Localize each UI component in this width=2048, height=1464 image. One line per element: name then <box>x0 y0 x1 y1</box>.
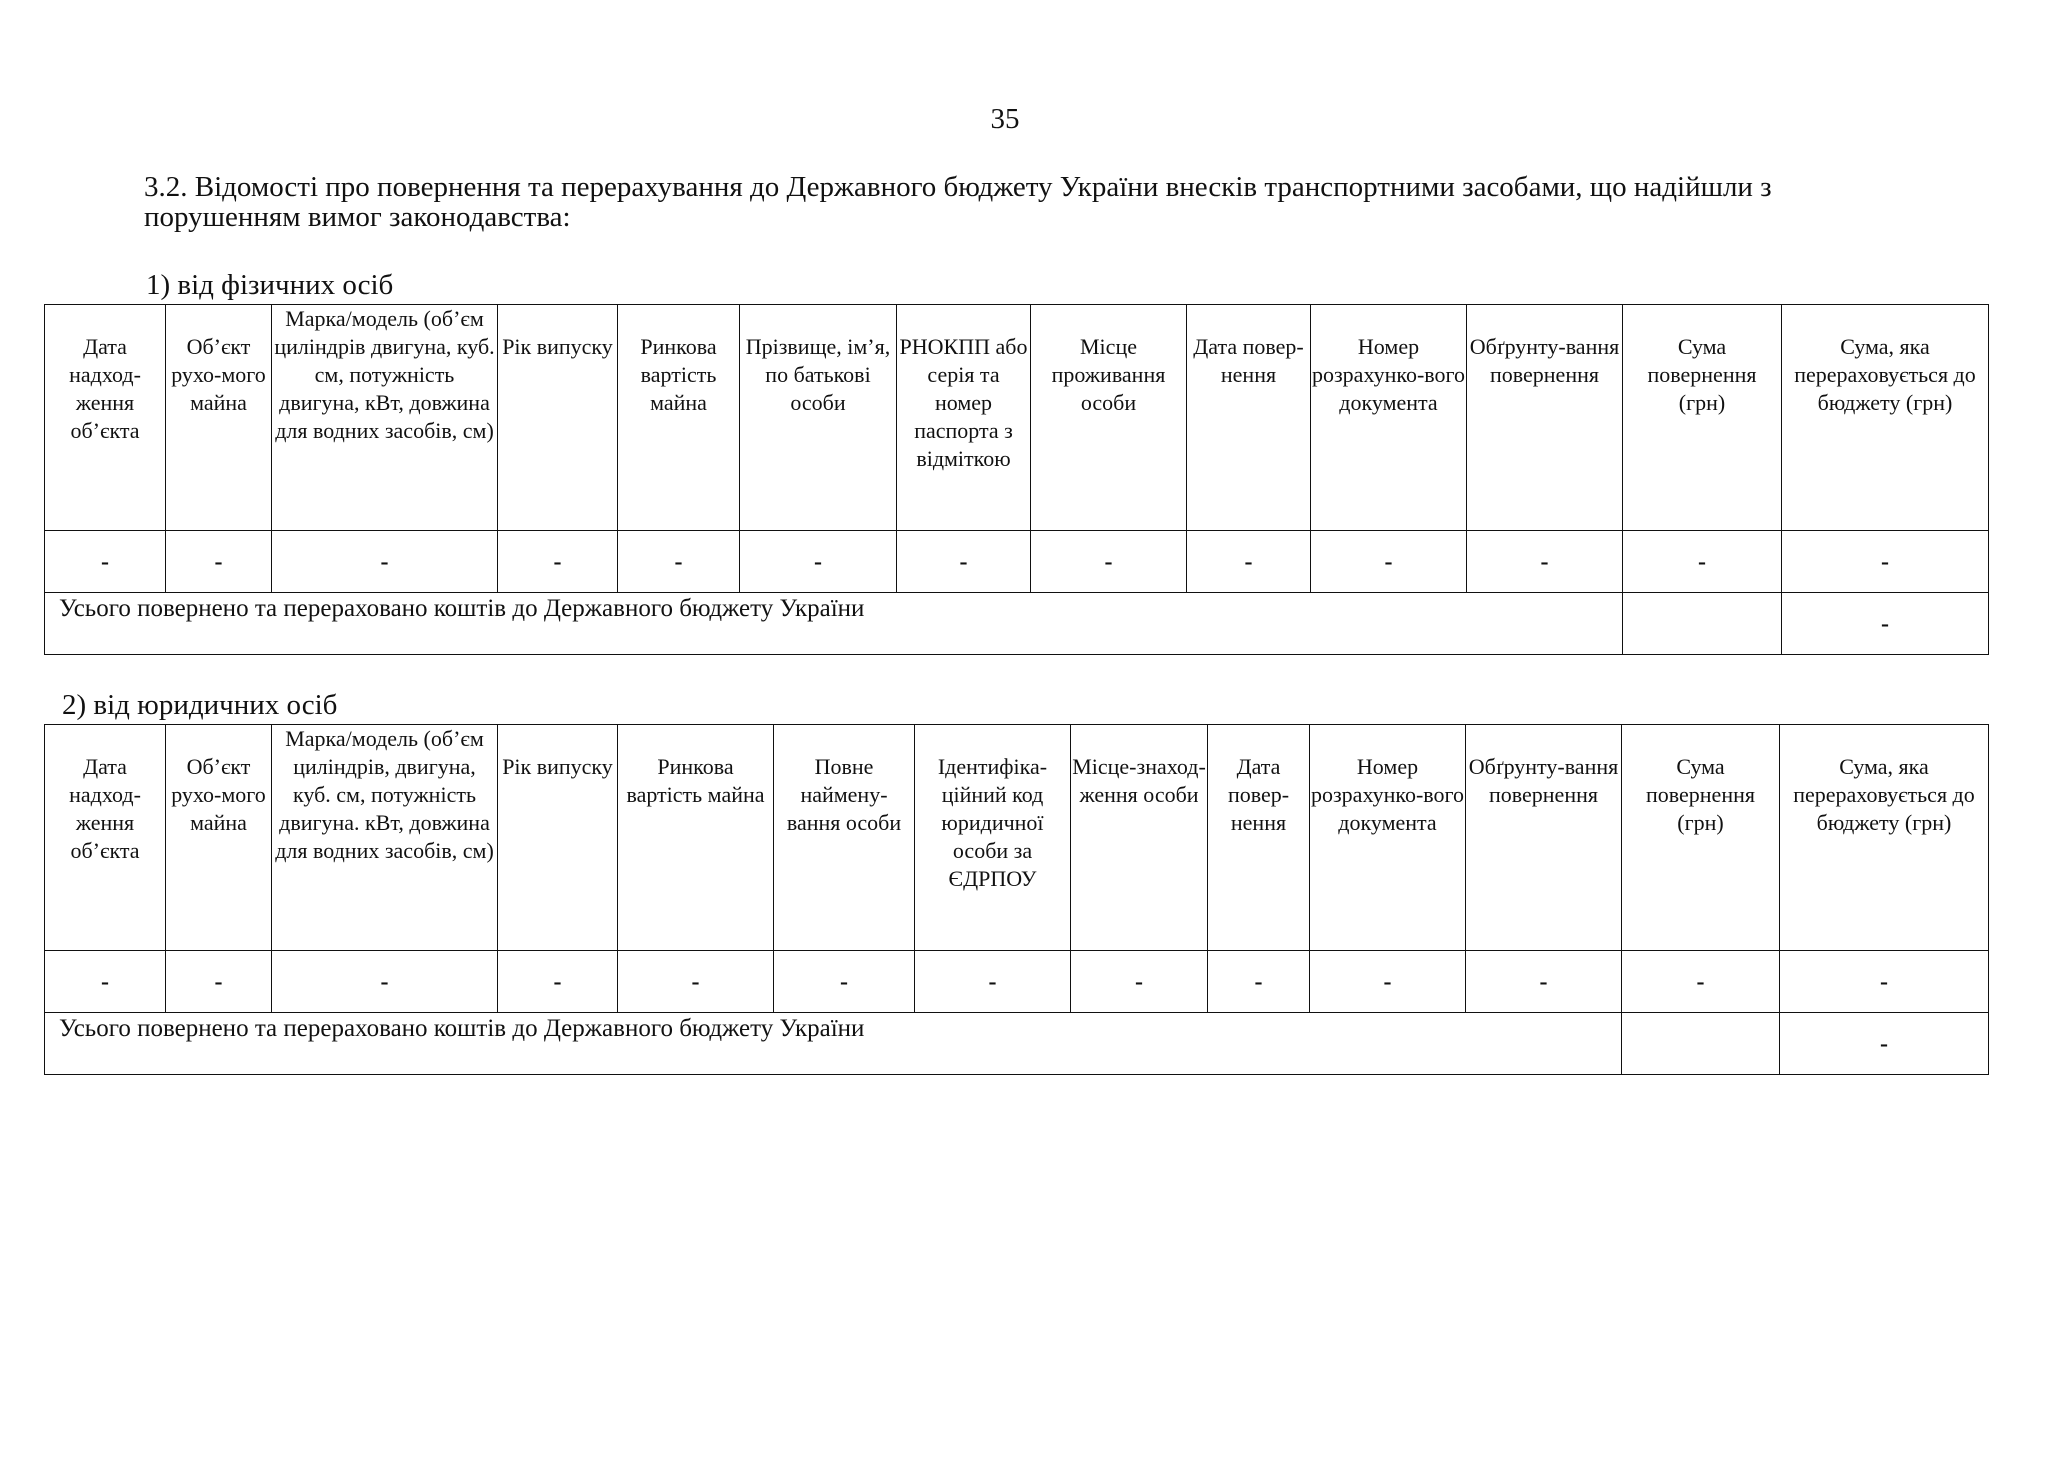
header-cell: Обґрунту-вання повернення <box>1466 725 1622 951</box>
header-cell: Ринкова вартість майна <box>618 725 774 951</box>
table-cell: - <box>1208 951 1310 1013</box>
header-cell: Сума повернення (грн) <box>1622 725 1780 951</box>
header-cell: Дата повер-нення <box>1187 305 1311 531</box>
table-cell: - <box>166 531 272 593</box>
total-return-sum <box>1622 1013 1780 1075</box>
total-label: Усього повернено та перераховано коштів до Державного бюджету України <box>45 1013 1622 1075</box>
table-cell: - <box>498 531 618 593</box>
header-cell: РНОКПП або серія та номер паспорта з відміткою <box>897 305 1031 531</box>
table-cell: - <box>1467 531 1623 593</box>
table-cell: - <box>1623 531 1782 593</box>
table-cell: - <box>740 531 897 593</box>
table-cell: - <box>166 951 272 1013</box>
table-cell: - <box>1782 531 1989 593</box>
table-cell: - <box>45 531 166 593</box>
header-cell: Дата надход-ження об’єкта <box>45 725 166 951</box>
total-budget-sum: - <box>1782 593 1989 655</box>
table-cell: - <box>1622 951 1780 1013</box>
header-cell: Дата надход-ження об’єкта <box>45 305 166 531</box>
header-cell: Дата повер-нення <box>1208 725 1310 951</box>
table-cell: - <box>1071 951 1208 1013</box>
page-number: 35 <box>990 103 1020 135</box>
header-cell: Місце-знаход-ження особи <box>1071 725 1208 951</box>
header-cell: Рік випуску <box>498 725 618 951</box>
table-cell: - <box>272 951 498 1013</box>
table-cell: - <box>1187 531 1311 593</box>
header-cell: Сума повернення (грн) <box>1623 305 1782 531</box>
section-heading: 3.2. Відомості про повернення та перерахування до Державного бюджету України внесків транспортними засобами, що надійшли з порушенням вимог законодавства: <box>144 171 1772 233</box>
subheading-legal-entities: 2) від юридичних осіб <box>62 689 338 721</box>
header-cell: Марка/модель (об’єм циліндрів двигуна, куб. см, потужність двигуна, кВт, довжина для водних засобів, см) <box>272 305 498 531</box>
table-cell: - <box>897 531 1031 593</box>
table-legal-entities <box>44 724 1989 1075</box>
table-cell: - <box>1780 951 1989 1013</box>
header-cell: Марка/модель (об’єм циліндрів, двигуна, куб. см, потужність двигуна. кВт, довжина для водних засобів, см) <box>272 725 498 951</box>
table-cell: - <box>1031 531 1187 593</box>
table-cell: - <box>1466 951 1622 1013</box>
table-cell: - <box>915 951 1071 1013</box>
header-cell: Рік випуску <box>498 305 618 531</box>
total-label: Усього повернено та перераховано коштів до Державного бюджету України <box>45 593 1623 655</box>
table-cell: - <box>498 951 618 1013</box>
total-budget-sum: - <box>1780 1013 1989 1075</box>
table-individuals <box>44 304 1989 655</box>
total-return-sum <box>1623 593 1782 655</box>
header-cell: Повне наймену-вання особи <box>774 725 915 951</box>
header-cell: Об’єкт рухо-мого майна <box>166 725 272 951</box>
table-cell: - <box>618 951 774 1013</box>
table-cell: - <box>45 951 166 1013</box>
header-cell: Прізвище, ім’я, по батькові особи <box>740 305 897 531</box>
subheading-individuals: 1) від фізичних осіб <box>146 269 394 301</box>
header-cell: Номер розрахунко-вого документа <box>1311 305 1467 531</box>
table-cell: - <box>1310 951 1466 1013</box>
table-cell: - <box>774 951 915 1013</box>
table-cell: - <box>618 531 740 593</box>
header-cell: Місце проживання особи <box>1031 305 1187 531</box>
header-cell: Обґрунту-вання повернення <box>1467 305 1623 531</box>
header-cell: Сума, яка перераховується до бюджету (грн) <box>1782 305 1989 531</box>
table-cell: - <box>272 531 498 593</box>
header-cell: Об’єкт рухо-мого майна <box>166 305 272 531</box>
header-cell: Номер розрахунко-вого документа <box>1310 725 1466 951</box>
table-cell: - <box>1311 531 1467 593</box>
header-cell: Сума, яка перераховується до бюджету (грн) <box>1780 725 1989 951</box>
header-cell: Ринкова вартість майна <box>618 305 740 531</box>
header-cell: Ідентифіка-ційний код юридичної особи за ЄДРПОУ <box>915 725 1071 951</box>
